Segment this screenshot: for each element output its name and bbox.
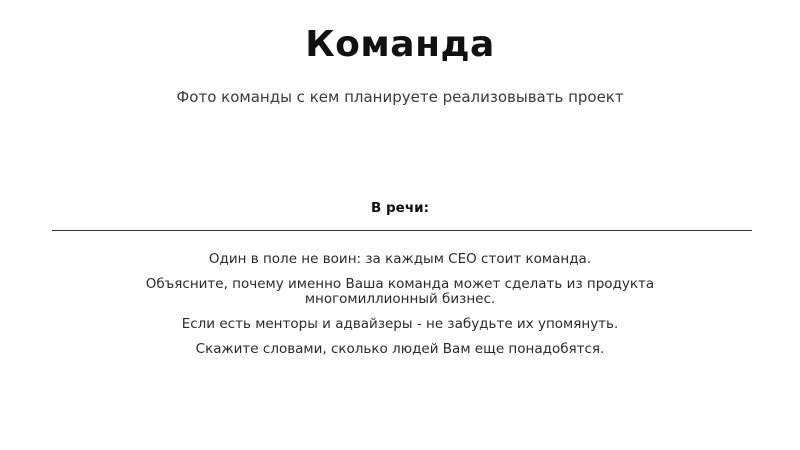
speech-point: Один в поле не воин: за каждым CEO стоит команда. <box>208 251 592 267</box>
speech-point: Скажите словами, сколько людей Вам еще понадобятся. <box>195 341 605 357</box>
speech-point: Объясните, почему именно Ваша команда может сделать из продукта многомиллионный бизнес. <box>145 276 655 307</box>
slide-subtitle: Фото команды с кем планируете реализовывать проект <box>176 88 624 106</box>
speech-points <box>110 252 690 367</box>
speech-heading: В речи: <box>371 200 429 216</box>
slide-title: Команда <box>305 24 495 65</box>
divider-line <box>52 230 752 231</box>
speech-point: Если есть менторы и адвайзеры - не забудьте их упомянуть. <box>181 316 619 332</box>
